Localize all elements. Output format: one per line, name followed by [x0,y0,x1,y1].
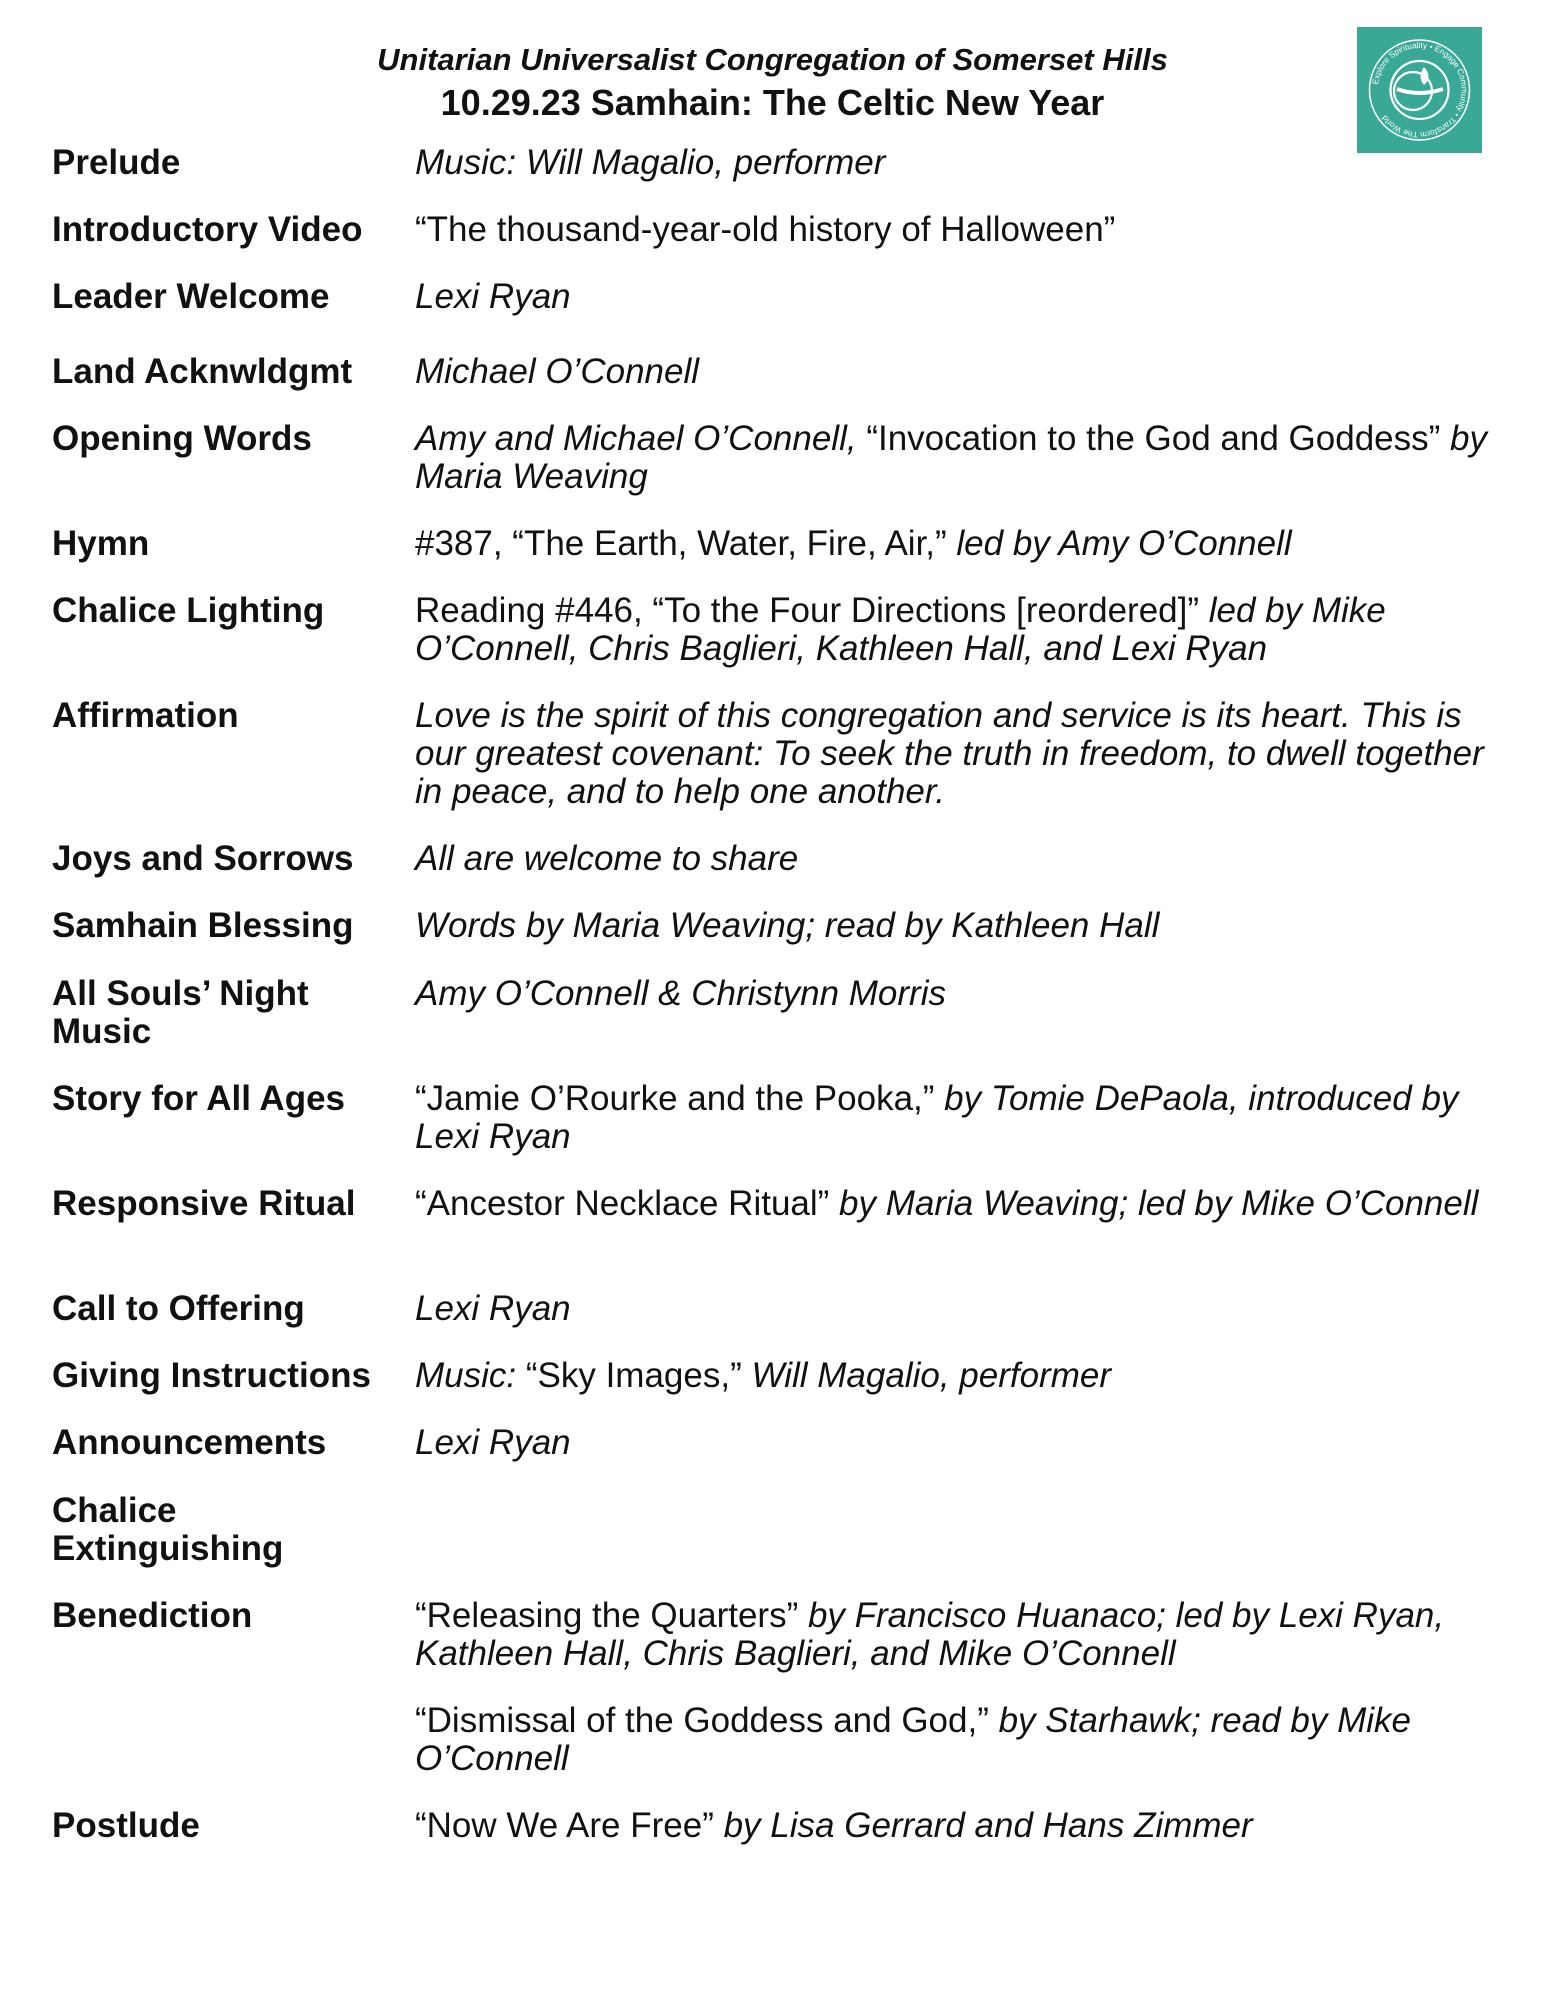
content-segment: Music: Will Magalio, performer [415,143,886,182]
service-item-label: Affirmation [52,696,239,735]
service-item-content [415,1597,1495,1673]
content-segment: Amy O’Connell & Christynn Morris [415,974,946,1013]
service-item-content [415,1357,1495,1395]
service-item-label: Prelude [52,143,181,182]
service-item-content [415,592,1495,668]
service-item-content [415,1807,1495,1845]
service-item-content [415,907,1495,945]
service-item-content [415,1290,1495,1328]
service-item-label: Postlude [52,1806,200,1845]
content-segment: “Invocation to the God and Goddess” [866,419,1450,458]
content-segment: “The thousand-year-old history of Halloween” [415,210,1116,249]
content-segment: by Maria Weaving; led by Mike O’Connell [839,1184,1479,1223]
content-segment: “Ancestor Necklace Ritual” [415,1184,840,1223]
service-item-label: Responsive Ritual [52,1184,356,1223]
service-item-content [415,840,1495,878]
content-segment: by Tomie DePaola, introduced by Lexi Ryan [415,1079,1459,1156]
logo-text: Explore Spirituality • Engage Community • Transform The World [1370,40,1469,140]
content-segment: #387, “The Earth, Water, Fire, Air,” [415,524,957,563]
content-segment: All are welcome to share [415,839,799,878]
service-item-label: Hymn [52,524,150,563]
content-segment: “Releasing the Quarters” [415,1596,808,1635]
service-item-content [415,525,1495,563]
service-item-content [415,1702,1495,1778]
content-segment: Michael O’Connell [415,352,700,391]
service-item-label: Joys and Sorrows [52,839,354,878]
service-item-label: Land Acknwldgmt [52,352,353,391]
content-segment: Love is the spirit of this congregation and service is its heart. This is our greatest covenant: To seek the truth in freedom, to dwell together in peace, and to help one another. [415,696,1484,811]
content-segment: Lexi Ryan [415,277,571,316]
content-segment: Will Magalio, performer [751,1356,1111,1395]
service-item-label: Opening Words [52,419,312,458]
service-item-content [415,420,1495,496]
svg-text:Explore Spirituality • Engage [1371,41,1469,139]
service-item-label: Samhain Blessing [52,906,354,945]
service-item-label: Chalice Lighting [52,591,325,630]
content-segment: Words by Maria Weaving; read by Kathleen Hall [415,906,1160,945]
content-segment: Lexi Ryan [415,1289,571,1328]
content-segment: “Now We Are Free” [415,1806,724,1845]
service-item-label: Giving Instructions [52,1356,371,1395]
content-segment: Music: [415,1356,526,1395]
service-item-label: Announcements [52,1423,327,1462]
service-item-content [415,144,1495,182]
service-item-content [415,975,1495,1013]
service-item-content [415,1080,1495,1156]
organization-name: Unitarian Universalist Congregation of Somerset Hills [377,42,1168,77]
content-segment: “Jamie O’Rourke and the Pooka,” [415,1079,945,1118]
service-item-label: Introductory Video [52,210,363,249]
service-item-label: All Souls’ Night Music [52,974,309,1051]
content-segment: led by Amy O’Connell [956,524,1292,563]
content-segment: by Maria Weaving [415,419,1487,496]
content-segment: Lexi Ryan [415,1423,571,1462]
content-segment: led by Mike O’Connell, Chris Baglieri, Kathleen Hall, and Lexi Ryan [415,591,1386,668]
service-item-content [415,211,1495,249]
content-segment: Amy and Michael O’Connell, [415,419,867,458]
service-item-label: Story for All Ages [52,1079,346,1118]
content-segment: by Lisa Gerrard and Hans Zimmer [723,1806,1253,1845]
service-item-content [415,1424,1495,1462]
service-item-content [415,697,1495,811]
content-segment: by Francisco Huanaco; led by Lexi Ryan, Kathleen Hall, Chris Baglieri, and Mike O’Connell [415,1596,1445,1673]
service-item-label: Chalice Extinguishing [52,1491,284,1568]
service-item-content [415,353,1495,391]
service-title: 10.29.23 Samhain: The Celtic New Year [440,82,1105,123]
service-item-content [415,278,1495,316]
content-segment: “Dismissal of the Goddess and God,” [415,1701,999,1740]
content-segment: Reading #446, “To the Four Directions [reordered]” [415,591,1209,630]
service-item-content [415,1185,1495,1223]
service-item-label: Call to Offering [52,1289,305,1328]
content-segment: “Sky Images,” [525,1356,752,1395]
uu-logo [1357,27,1482,153]
service-item-label: Leader Welcome [52,277,330,316]
content-segment: by Starhawk; read by Mike O’Connell [415,1701,1411,1778]
service-item-label: Benediction [52,1596,253,1635]
